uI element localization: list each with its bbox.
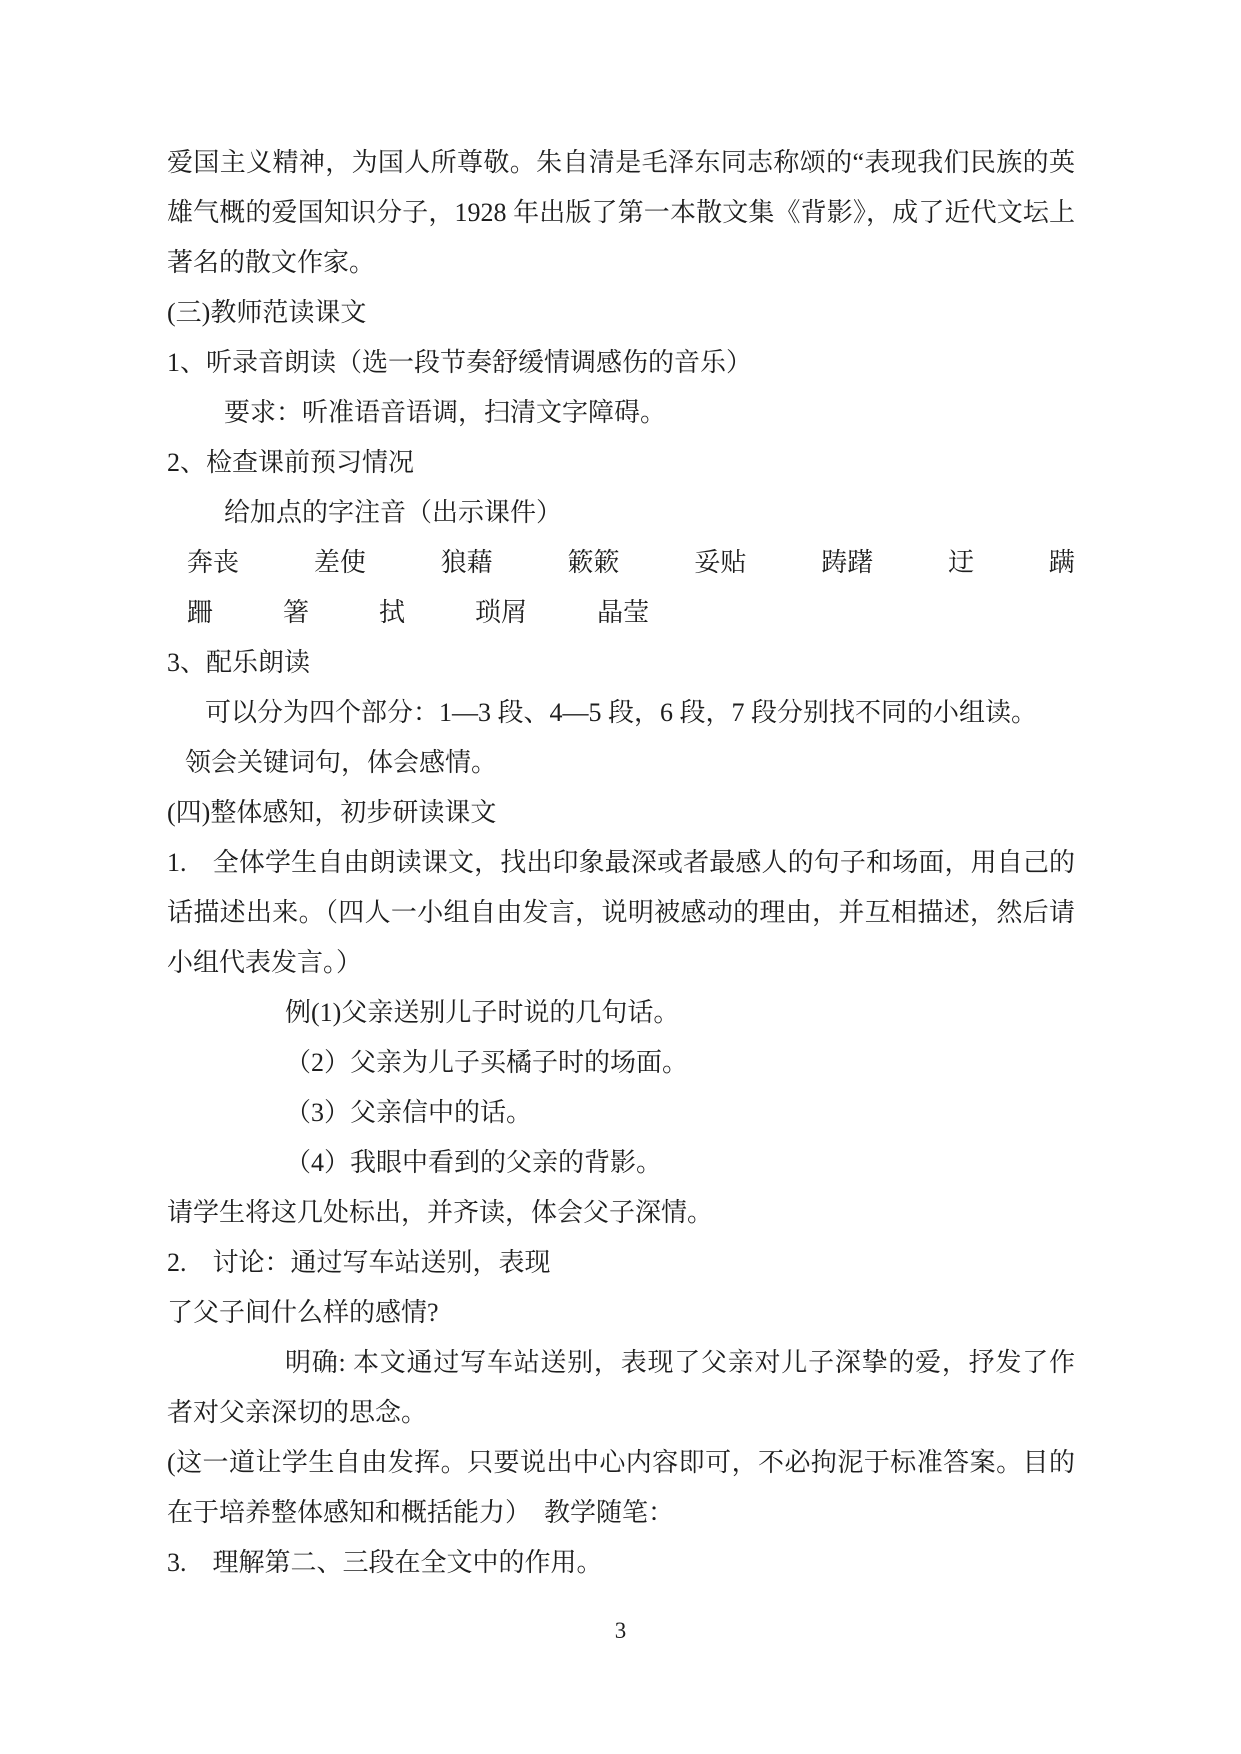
vocab-word: 狼藉 bbox=[440, 548, 493, 577]
task-understand-paragraphs: 3. 理解第二、三段在全文中的作用。 bbox=[167, 1548, 603, 1577]
vocab-word: 踌躇 bbox=[821, 548, 874, 577]
vocab-word: 差使 bbox=[313, 548, 366, 577]
task-free-reading: 1. 全体学生自由朗读课文，找出印象最深或者最感人的句子和场面，用自己的话描述出来。（四人一小组自由发言，说明被感动的理由，并互相描述，然后请小组代表发言。） bbox=[167, 848, 1075, 977]
vocab-word: 拭 bbox=[379, 598, 406, 627]
vocab-word: 蹒 bbox=[1048, 548, 1075, 577]
example-item-3: （3）父亲信中的话。 bbox=[285, 1098, 533, 1127]
vocab-word: 箸 bbox=[283, 598, 310, 627]
vocab-word: 迂 bbox=[948, 548, 975, 577]
vocab-word: 晶莹 bbox=[597, 598, 650, 627]
list-item-pinyin-task: 给加点的字注音（出示课件） bbox=[224, 498, 563, 527]
vocab-word: 琐屑 bbox=[475, 598, 528, 627]
vocab-word: 妥贴 bbox=[694, 548, 747, 577]
example-item-1: 例(1)父亲送别儿子时说的几句话。 bbox=[285, 998, 680, 1027]
list-item-comprehend-feeling: 领会关键词句，体会感情。 bbox=[185, 748, 498, 777]
example-item-2: （2）父亲为儿子买橘子时的场面。 bbox=[285, 1048, 689, 1077]
list-item-requirement: 要求：听准语音语调，扫清文字障碍。 bbox=[224, 398, 667, 427]
vocab-word-row-2 bbox=[167, 588, 1075, 638]
list-item-reading-parts: 可以分为四个部分：1—3 段、4—5 段，6 段，7 段分别找不同的小组读。 bbox=[205, 698, 1038, 727]
vocab-word: 簌簌 bbox=[567, 548, 620, 577]
list-item-check-preview: 2、检查课前预习情况 bbox=[167, 448, 415, 477]
task-discussion-answer: 明确: 本文通过写车站送别，表现了父亲对儿子深挚的爱，抒发了作者对父亲深切的思念。 bbox=[167, 1348, 1075, 1427]
page-number: 3 bbox=[614, 1618, 627, 1643]
list-item-music-reading: 3、配乐朗读 bbox=[167, 648, 311, 677]
heading-section-four: (四)整体感知，初步研读课文 bbox=[167, 798, 497, 827]
example-item-4: （4）我眼中看到的父亲的背影。 bbox=[285, 1148, 663, 1177]
document-content bbox=[167, 138, 1075, 1588]
task-discussion-line-2: 了父子间什么样的感情? bbox=[167, 1298, 439, 1327]
task-mark-and-read: 请学生将这几处标出，并齐读，体会父子深情。 bbox=[167, 1198, 714, 1227]
heading-section-three: (三)教师范读课文 bbox=[167, 298, 367, 327]
task-discussion-remark: (这一道让学生自由发挥。只要说出中心内容即可，不必拘泥于标准答案。目的在于培养整体感知和概括能力） 教学随笔： bbox=[167, 1448, 1075, 1527]
list-item-listen-recording: 1、听录音朗读（选一段节奏舒缓情调感伤的音乐） bbox=[167, 348, 753, 377]
vocab-word: 跚 bbox=[187, 598, 214, 627]
paragraph-author-intro: 爱国主义精神，为国人所尊敬。朱自清是毛泽东同志称颂的“表现我们民族的英雄气概的爱国知识分子，1928 年出版了第一本散文集《背影》，成了近代文坛上著名的散文作家。 bbox=[167, 148, 1075, 277]
task-discussion-line-1: 2. 讨论：通过写车站送别，表现 bbox=[167, 1248, 551, 1277]
vocab-word: 奔丧 bbox=[187, 548, 240, 577]
vocab-word-row-1 bbox=[167, 538, 1075, 588]
